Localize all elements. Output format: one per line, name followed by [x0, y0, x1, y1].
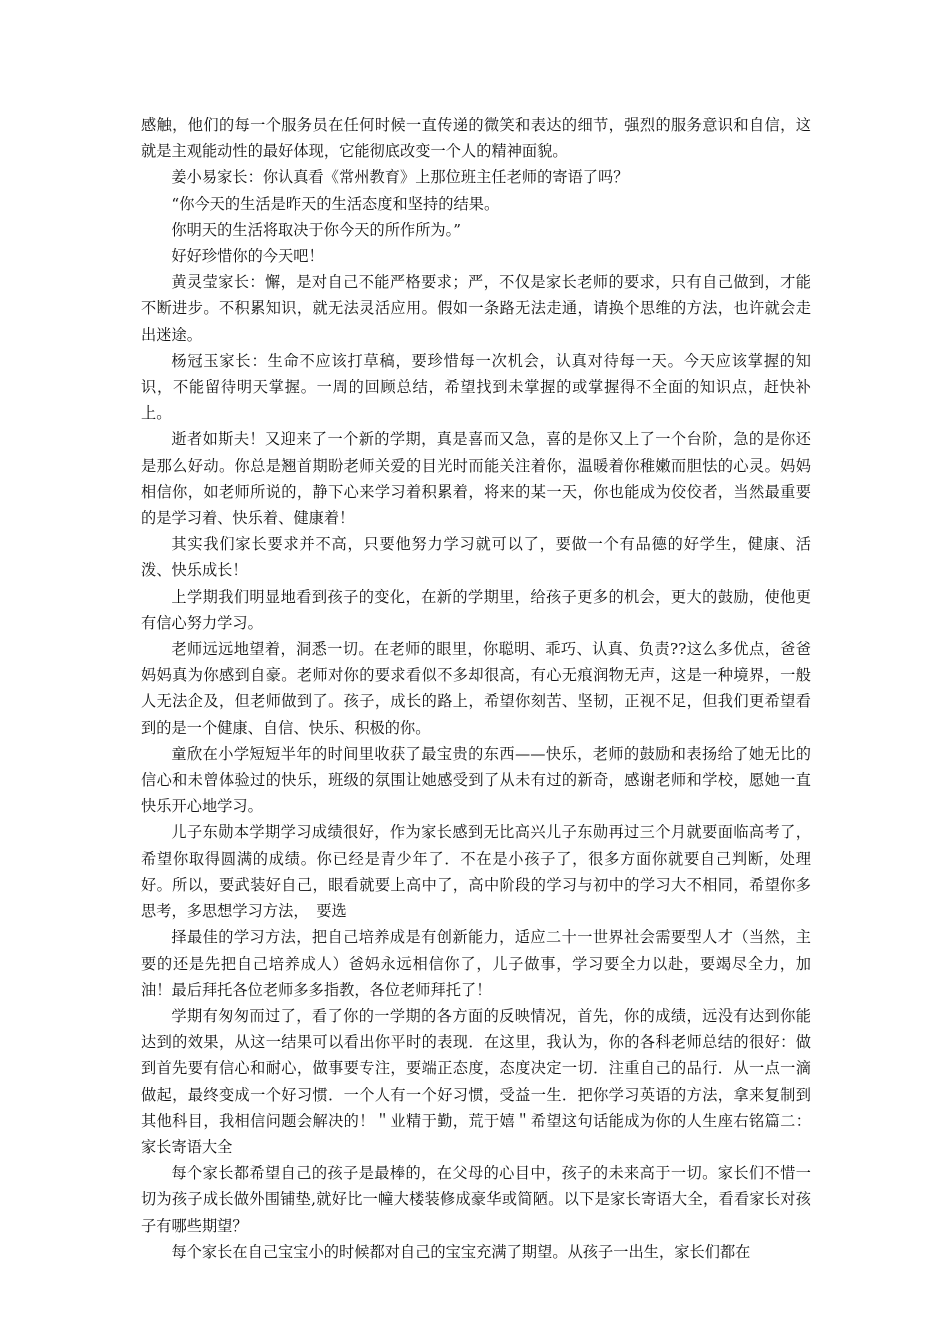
paragraph: “你今天的生活是昨天的生活态度和坚持的结果。	[171, 194, 500, 213]
paragraph: 学期有匆匆而过了，看了你的一学期的各方面的反映情况，首先，你的成绩，远没有达到你能达到的效果，从这一结果可以看出你平时的表现．在这里，我认为，你的各科老师总结的很好：做到首先要有信心和耐心，做事要专注，要端正态度，态度决定一切．注重自己的品行．从一点一滴做起，最终变成一个好习惯．一个人有一个好习惯，受益一生．把你学习英语的方法，拿来复制到其他科目，我相信问题会解决的！＂业精于勤，荒于嬉＂希望这句话能成为你的人生座右铭篇二：家长寄语大全	[141, 1006, 811, 1156]
paragraph: 每个家长都希望自己的孩子是最棒的，在父母的心目中，孩子的未来高于一切。家长们不惜一切为孩子成长做外围铺垫,就好比一幢大楼装修成豪华或简陋。以下是家长寄语大全，看看家长对孩子有哪些期望？	[141, 1164, 811, 1235]
paragraph: 择最佳的学习方法，把自己培养成是有创新能力，适应二十一世界社会需要型人才（当然，主要的还是先把自己培养成人）爸妈永远相信你了，儿子做事，学习要全力以赴，要竭尽全力，加油！最后拜托各位老师多多指教，各位老师拜托了！	[141, 928, 811, 999]
paragraph: 感触，他们的每一个服务员在任何时候一直传递的微笑和表达的细节，强烈的服务意识和自信，这就是主观能动性的最好体现，它能彻底改变一个人的精神面貌。	[141, 116, 811, 161]
paragraph: 老师远远地望着，洞悉一切。在老师的眼里，你聪明、乖巧、认真、负责??这么多优点，爸爸妈妈真为你感到自豪。老师对你的要求看似不多却很高，有心无痕润物无声，这是一种境界，一般人无法企及，但老师做到了。孩子，成长的路上，希望你刻苦、坚韧，正视不足，但我们更希望看到的是一个健康、自信、快乐、积极的你。	[141, 640, 811, 737]
paragraph: 杨冠玉家长：生命不应该打草稿，要珍惜每一次机会，认真对待每一天。今天应该掌握的知识，不能留待明天掌握。一周的回顾总结，希望找到未掌握的或掌握得不全面的知识点，赶快补上。	[141, 351, 811, 423]
paragraph: 姜小易家长：你认真看《常州教育》上那位班主任老师的寄语了吗？	[171, 168, 629, 187]
paragraph: 上学期我们明显地看到孩子的变化，在新的学期里，给孩子更多的机会，更大的鼓励，使他更有信心努力学习。	[141, 587, 811, 632]
paragraph: 童欣在小学短短半年的时间里收获了最宝贵的东西——快乐，老师的鼓励和表扬给了她无比的信心和未曾体验过的快乐，班级的氛围让她感受到了从未有过的新奇，感谢老师和学校，愿她一直快乐开心地学习。	[141, 744, 811, 816]
paragraph: 黄灵莹家长：懈，是对自己不能严格要求；严，不仅是家长老师的要求，只有自己做到，才能不断进步。不积累知识，就无法灵活应用。假如一条路无法走通，请换个思维的方法，也许就会走出迷途。	[141, 273, 811, 344]
paragraph: 每个家长在自己宝宝小的时候都对自己的宝宝充满了期望。从孩子一出生，家长们都在	[171, 1242, 751, 1261]
paragraph: 好好珍惜你的今天吧！	[171, 247, 324, 266]
paragraph: 其实我们家长要求并不高，只要他努力学习就可以了，要做一个有品德的好学生，健康、活泼、快乐成长！	[141, 535, 811, 580]
document-body	[141, 112, 811, 1265]
paragraph: 儿子东勋本学期学习成绩很好，作为家长感到无比高兴儿子东勋再过三个月就要面临高考了，希望你取得圆满的成绩。你已经是青少年了．不在是小孩子了，很多方面你就要自己判断，处理好。所以，要武装好自己，眼看就要上高中了，高中阶段的学习与初中的学习大不相同，希望你多思考，多思想学习方法， 要选	[141, 823, 811, 921]
paragraph: 你明天的生活将取决于你今天的所作所为。”	[171, 220, 462, 239]
paragraph: 逝者如斯夫！又迎来了一个新的学期，真是喜而又急，喜的是你又上了一个台阶，急的是你还是那么好动。你总是翘首期盼老师关爱的目光时而能关注着你，温暖着你稚嫩而胆怯的心灵。妈妈相信你，如老师所说的，静下心来学习着积累着，将来的某一天，你也能成为佼佼者，当然最重要的是学习着、快乐着、健康着！	[141, 430, 811, 528]
